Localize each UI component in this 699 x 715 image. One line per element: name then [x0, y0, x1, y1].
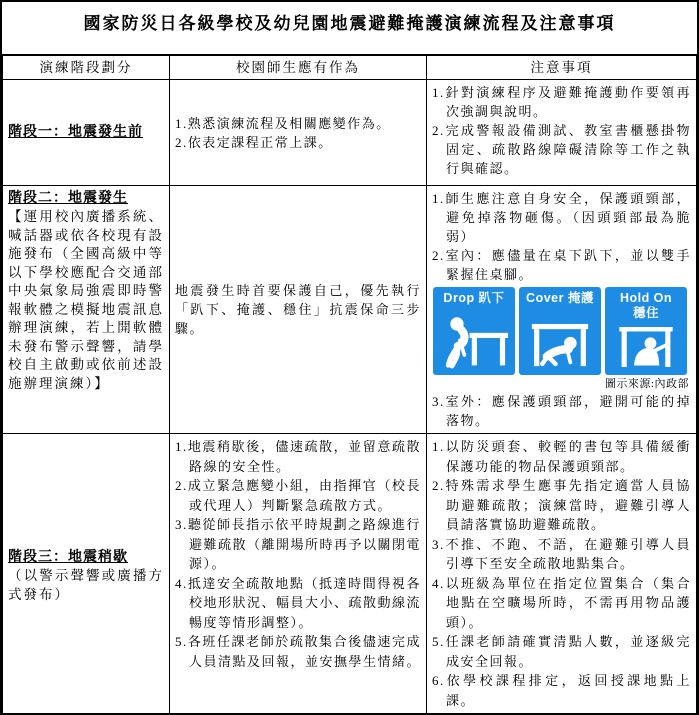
action-item: 1.熟悉演練流程及相關應變作為。	[175, 115, 391, 131]
note-item: 1.針對演練程序及避難掩護動作要領再次強調與說明。	[432, 85, 691, 119]
action-item: 2.成立緊急應變小組，由指揮官（校長或代理人）判斷緊急疏散方式。	[175, 478, 421, 513]
table-row-stage-1	[3, 80, 697, 186]
document-title-box	[2, 2, 697, 55]
hold-on-sign-label-zh: 穩住	[632, 306, 659, 320]
stage-3-actions-cell	[170, 434, 427, 715]
drop-pictogram-icon	[437, 306, 511, 373]
column-header-stage: 演練階段劃分	[3, 56, 170, 80]
cover-sign	[519, 287, 601, 375]
procedure-table	[2, 55, 697, 715]
stage-3-cell	[3, 434, 170, 715]
note-item: 5.任課老師請確實清點人數，並逐級完成安全回報。	[432, 634, 691, 669]
note-item: 4.以班級為單位在指定位置集合（集合地點在空曠場所時，不需再用物品護頭）。	[432, 575, 691, 630]
stage-3-label: 階段三：地震稍歇	[8, 550, 128, 565]
column-header-actions: 校園師生應有作為	[170, 56, 427, 80]
stage-1-notes-cell	[427, 80, 697, 186]
stage-2-notes-cell	[427, 186, 697, 434]
table-row-stage-2	[3, 186, 697, 434]
action-item: 3.聽從師長指示依平時規劃之路線進行避難疏散（離開場所時再予以關閉電源）。	[175, 517, 422, 571]
cover-sign-label: Cover 掩護	[526, 291, 594, 305]
stage-2-label: 階段二：地震發生	[8, 191, 128, 206]
note-item: 2.完成警報設備測試、教室書櫃懸掛物固定、疏散路線障礙清除等工作之執行與確認。	[432, 123, 691, 176]
note-item: 1.以防災頭套、較輕的書包等具備緩衝保護功能的物品保護頭頸部。	[432, 439, 691, 474]
stage-1-actions-cell	[170, 80, 427, 186]
stage-2-actions-cell	[170, 186, 427, 434]
hold-on-pictogram-icon	[609, 321, 683, 373]
action-item: 地震發生時首要保護自己，優先執行「趴下、掩護、穩住」抗震保命三步驟。	[175, 283, 421, 336]
action-item: 2.依表定課程正常上課。	[175, 134, 333, 150]
note-item: 3.室外：應保護頭頸部，避開可能的掉落物。	[432, 394, 691, 428]
stage-3-notes-cell	[427, 434, 697, 715]
stage-2-cell	[3, 186, 170, 434]
stage-2-detail: 【運用校內廣播系統、喊話器或依各校現有設施發布（全國高級中等以下學校應配合交通部中央氣象局強震即時警報軟體之模擬地震訊息辦理演練，若上開軟體未發布警示聲響，請學校自主啟動或依前述設施辦理演練）】	[8, 209, 164, 391]
stage-1-label: 階段一：地震發生前	[8, 125, 143, 140]
column-header-notes: 注意事項	[427, 56, 697, 80]
cover-pictogram-icon	[523, 306, 597, 373]
stage-1-cell	[3, 80, 170, 186]
action-item: 4.抵達安全疏散地點（抵達時間得視各校地形狀況、幅員大小、疏散動線流暢度等情形調整）。	[175, 575, 422, 630]
page-title: 國家防災日各級學校及幼兒園地震避難掩護演練流程及注意事項	[83, 14, 616, 33]
action-item: 1.地震稍歇後，儘速疏散，並留意疏散路線的安全性。	[175, 439, 421, 474]
table-row-stage-3	[3, 434, 697, 715]
earthquake-safety-signs	[433, 287, 691, 375]
note-item: 2.特殊需求學生應事先指定適當人員協助避難疏散；演練當時，避難引導人員請落實協助避難疏散。	[432, 478, 691, 532]
drop-sign-label: Drop 趴下	[443, 291, 505, 305]
hold-on-sign	[605, 287, 687, 375]
hold-on-sign-label-en: Hold On	[619, 291, 673, 305]
note-item: 3.不推、不跑、不語，在避難引導人員引導下至安全疏散地點集合。	[432, 536, 691, 571]
note-item: 1.師生應注意自身安全，保護頭頸部，避免掉落物砸傷。（因頭頸部最為脆弱）	[432, 191, 691, 244]
note-item: 2.室內：應儘量在桌下趴下，並以雙手緊握住桌腳。	[432, 248, 691, 282]
note-item: 6.依學校課程排定，返回授課地點上課。	[432, 673, 691, 708]
drop-sign	[433, 287, 515, 375]
stage-3-detail: （以警示聲響或廣播方式發布）	[8, 568, 164, 602]
table-header-row	[3, 56, 697, 80]
action-item: 5.各班任課老師於疏散集合後儘速完成人員清點及回報，並安撫學生情緒。	[175, 634, 422, 669]
image-source-caption: 圖示來源:內政部	[604, 378, 689, 390]
